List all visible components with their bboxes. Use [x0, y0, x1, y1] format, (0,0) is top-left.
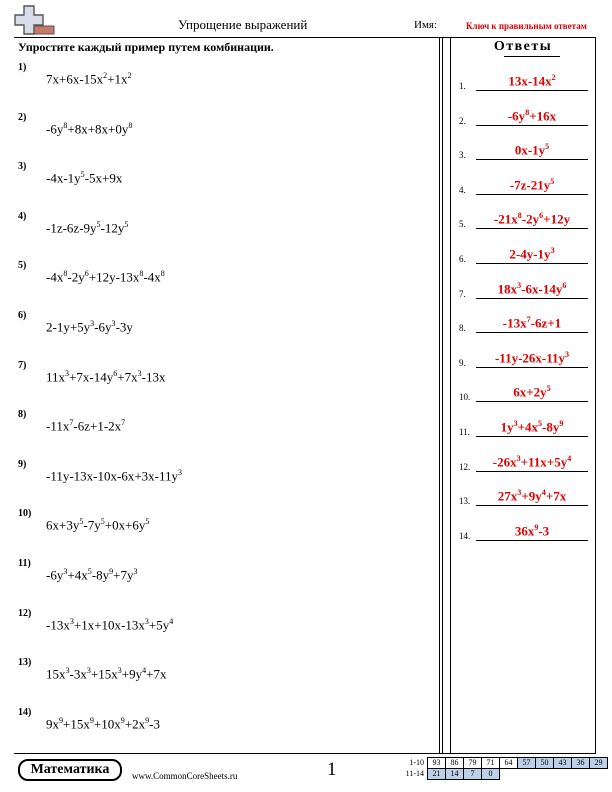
- score-cell: 64: [500, 758, 518, 769]
- instructions: Упростите каждый пример путем комбинации.: [18, 40, 274, 54]
- score-cell: 57: [518, 758, 536, 769]
- problem-number: 9): [18, 458, 27, 470]
- answer-line: [476, 436, 588, 437]
- answer-line: [476, 471, 588, 472]
- answer-value: $2-4y-1y^3$: [509, 246, 555, 262]
- score-row-label: 1-10: [409, 758, 424, 767]
- answer-number: 5.: [459, 219, 466, 230]
- name-label: Имя:: [414, 19, 438, 31]
- answer-line: [476, 401, 588, 402]
- answer-number: 3.: [459, 150, 466, 161]
- answer-line: [476, 159, 588, 160]
- problem-number: 1): [18, 62, 27, 73]
- answer-line: [476, 298, 588, 299]
- answers-title: Ответы: [493, 39, 553, 54]
- problem-expression: $-6y^3+4x^5-8y^9+7y^3$: [46, 567, 138, 583]
- answer-number: 12.: [459, 461, 471, 472]
- answer-number: 1.: [459, 81, 466, 91]
- problem-expression: $-1z-6z-9y^5-12y^5$: [46, 219, 129, 236]
- score-cell: 14: [446, 769, 464, 780]
- site-url: www.CommonCoreSheets.ru: [132, 771, 238, 781]
- problem-expression: $-11x^7-6z+1-2x^7$: [46, 418, 126, 434]
- answer-value: $-13x^7-6z+1$: [502, 315, 562, 331]
- problem-number: 3): [18, 161, 27, 173]
- answer-value: $-7z-21y^5$: [509, 176, 555, 193]
- column-divider: [442, 37, 443, 753]
- answer-line: [476, 228, 588, 229]
- answer-number: 11.: [459, 427, 470, 437]
- answer-value: $-11y-26x-11y^3$: [494, 349, 570, 366]
- problem-number: 8): [18, 409, 27, 421]
- score-table: [396, 757, 608, 780]
- answer-value: $18x^3-6x-14y^6$: [497, 280, 567, 296]
- score-cell: 71: [482, 758, 500, 769]
- problem-expression: $6x+3y^5-7y^5+0x+6y^5$: [46, 517, 150, 533]
- answer-line: [476, 194, 588, 195]
- problem-number: 11): [18, 558, 31, 569]
- problem-expression: $-13x^3+1x+10x-13x^3+5y^4$: [46, 616, 174, 632]
- problem-expression: $9x^9+15x^9+10x^9+2x^9-3$: [46, 715, 160, 732]
- plus-logo-icon: [14, 4, 56, 36]
- problem-expression: $-6y^8+8x+8x+0y^8$: [46, 120, 133, 136]
- problem-expression: $-4x^8-2y^6+12y-13x^8-4x^8$: [46, 269, 165, 285]
- score-cell: 7: [464, 769, 482, 780]
- score-cell: 43: [554, 758, 572, 769]
- answer-number: 2.: [459, 115, 466, 126]
- score-cell: 21: [428, 769, 446, 780]
- answer-value: $-6y^8+16x$: [507, 107, 557, 123]
- answer-line: [476, 125, 588, 126]
- answer-number: 10.: [459, 392, 471, 403]
- problem-expression: $-11y-13x-10x-6x+3x-11y^3$: [46, 467, 183, 484]
- problem-number: 7): [18, 359, 27, 371]
- answer-value: $6x+2y^5$: [513, 384, 551, 400]
- problem-number: 14): [18, 706, 32, 718]
- answer-line: [476, 505, 588, 506]
- answer-number: 9.: [459, 357, 466, 368]
- brand-badge: Математика: [18, 759, 122, 781]
- answers-title-underline: [504, 56, 560, 57]
- answer-line: [476, 90, 588, 91]
- answer-value: $-21x^8-2y^6+12y$: [493, 211, 571, 227]
- problem-number: 5): [18, 260, 27, 272]
- score-cell: 86: [446, 758, 464, 769]
- problem-number: 6): [18, 310, 27, 321]
- answer-number: 13.: [459, 496, 471, 507]
- score-cell: 0: [482, 769, 500, 780]
- score-cell: 29: [590, 758, 608, 769]
- problem-expression: $15x^3-3x^3+15x^3+9y^4+7x$: [46, 666, 167, 682]
- problem-number: 13): [18, 657, 32, 669]
- answer-line: [476, 367, 588, 368]
- score-cell: 36: [572, 758, 590, 769]
- answer-value: $0x-1y^5$: [514, 142, 550, 158]
- answer-number: 7.: [459, 288, 466, 299]
- answer-line: [476, 332, 588, 333]
- score-row: [396, 769, 608, 780]
- answer-value: $13x-14x^2$: [508, 73, 556, 89]
- answer-number: 4.: [459, 184, 466, 195]
- answer-line: [476, 540, 588, 541]
- answer-number: 8.: [459, 323, 466, 334]
- answer-value: $36x^9-3$: [514, 522, 550, 539]
- problem-number: 4): [18, 210, 27, 222]
- answer-number: 6.: [459, 254, 466, 264]
- worksheet-title: Упрощение выражений: [178, 17, 308, 32]
- problem-expression: $7x+6x-15x^2+1x^2$: [46, 71, 132, 87]
- answer-value: $-26x^3+11x+5y^4$: [492, 453, 572, 469]
- score-cell: 79: [464, 758, 482, 769]
- page-number: 1: [327, 759, 337, 780]
- problem-number: 2): [18, 111, 27, 123]
- score-cell: 50: [536, 758, 554, 769]
- problem-expression: $11x^3+7x-14y^6+7x^3-13x$: [46, 368, 166, 384]
- answer-key-label: Ключ к правильным ответам: [466, 21, 587, 31]
- answer-value: $1y^3+4x^5-8y^9$: [500, 419, 564, 435]
- footer-divider: [14, 753, 596, 754]
- problem-expression: $-4x-1y^5-5x+9x$: [46, 170, 123, 186]
- problem-number: 12): [18, 607, 32, 619]
- answer-line: [476, 263, 588, 264]
- answer-value: $27x^3+9y^4+7x$: [497, 488, 567, 504]
- column-divider: [439, 37, 440, 753]
- score-row: [396, 758, 608, 769]
- problem-expression: $2-1y+5y^3-6y^3-3y$: [46, 319, 133, 335]
- score-row-label: 11-14: [405, 769, 424, 778]
- problem-number: 10): [18, 508, 32, 520]
- answer-number: 14.: [459, 530, 471, 541]
- score-cell: 93: [428, 758, 446, 769]
